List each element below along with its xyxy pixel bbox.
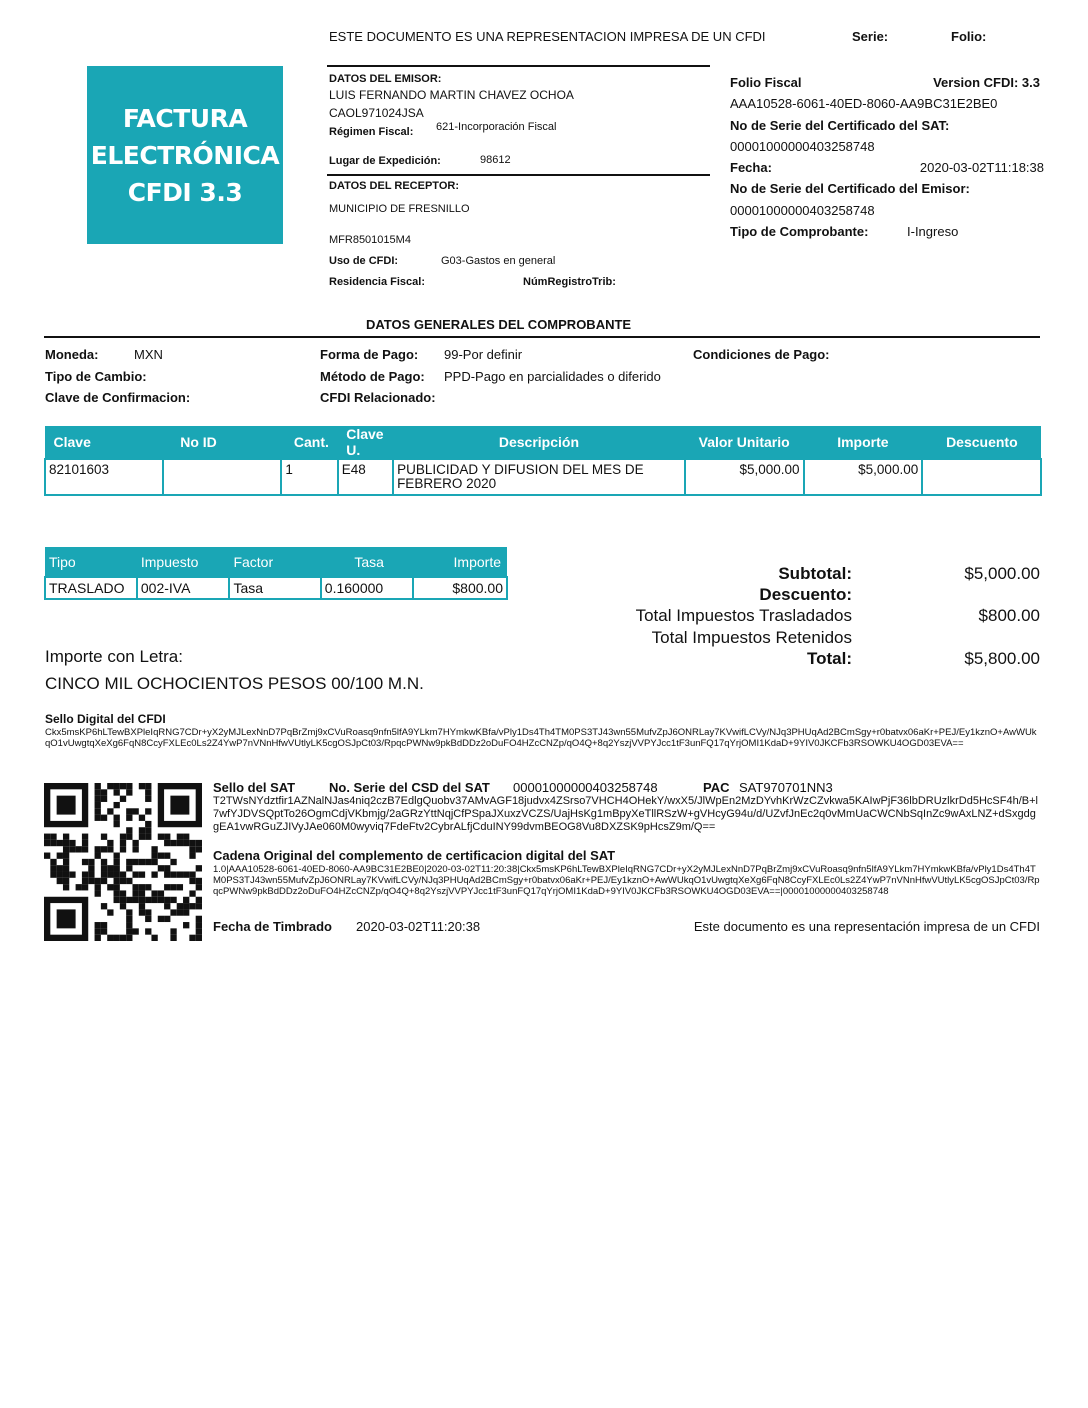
factura-logo	[87, 66, 283, 244]
tipo-comprobante-label: Tipo de Comprobante:	[730, 224, 869, 239]
tax-header-tasa: Tasa	[321, 547, 414, 577]
condiciones-pago-label: Condiciones de Pago:	[693, 347, 830, 362]
fecha-label: Fecha:	[730, 160, 772, 175]
document-banner: ESTE DOCUMENTO ES UNA REPRESENTACION IMPRESA DE UN CFDI	[329, 29, 766, 44]
retenidos-label: Total Impuestos Retenidos	[651, 628, 852, 647]
total-label: Total:	[806, 649, 852, 668]
emisor-name: LUIS FERNANDO MARTIN CHAVEZ OCHOA	[329, 88, 574, 102]
clave-confirmacion-label: Clave de Confirmacion:	[45, 390, 191, 405]
regimen-value: 621-Incorporación Fiscal	[436, 121, 557, 133]
pac-label: PAC	[703, 780, 730, 795]
version-cfdi-label: Version CFDI: 3.3	[933, 75, 1040, 90]
col-header-cant: Cant.	[281, 426, 337, 459]
trasladados-label: Total Impuestos Trasladados	[635, 606, 852, 625]
qr-code	[44, 783, 202, 941]
cfdi-relacionado-label: CFDI Relacionado:	[320, 390, 436, 405]
tax-header-tipo: Tipo	[45, 547, 137, 577]
tax-header-factor: Factor	[229, 547, 320, 577]
cert-emisor-label: No de Serie del Certificado del Emisor:	[730, 181, 970, 196]
total-value: $5,800.00	[964, 649, 1040, 668]
col-header-clave: Clave	[45, 426, 163, 459]
importe-letra-value: CINCO MIL OCHOCIENTOS PESOS 00/100 M.N.	[45, 674, 424, 693]
items-header-row	[45, 426, 1041, 459]
receptor-name: MUNICIPIO DE FRESNILLO	[329, 203, 470, 215]
col-header-descuento: Descuento	[922, 426, 1041, 459]
footer-note: Este documento es una representación impresa de un CFDI	[693, 919, 1040, 934]
col-header-clave-unidad: Clave U.	[338, 426, 393, 459]
tax-cell-impuesto: 002-IVA	[137, 577, 230, 599]
fecha-timbrado-value: 2020-03-02T11:20:38	[356, 919, 481, 934]
sello-sat-value: T2TWsNYdztfir1AZNalNJas4niq2czB7EdlgQuobv37AMvAGF18judvx4ZSrso7VHCH4OHekY/wxX5/JlWpEn2MzDYvhKrWzCZvkwa5KAIwPjF36lbDRUzlkrDd5HcSF4h/B+l7wfYJDVSQptTo26OgmCdjVKbmjg/2aGRzYttNqjCfPSpaJXuxzVCZS/UajHsKg1mBpyXeTllRSzW+gVHcyG94u/d/UZvfJnEc2q0vMmUaCWCNbSqInZc9wAxLNZ+dSxgdggEA1vwRGuZJIVyJAe060M0wyviq7FdeFtv2CybrALfjCduINY99dvmBEOG8Vu8DXZSK9pHcsZ9m/Q==	[213, 795, 1038, 833]
cert-emisor-value: 00001000000403258748	[730, 203, 875, 218]
tax-cell-tipo: TRASLADO	[45, 577, 137, 599]
taxes-header-row	[45, 547, 507, 577]
tipo-cambio-label: Tipo de Cambio:	[45, 369, 147, 384]
sello-sat-label: Sello del SAT	[213, 780, 296, 795]
uso-cfdi-value: G03-Gastos en general	[441, 255, 556, 267]
col-header-noid: No ID	[163, 426, 282, 459]
importe-letra-label: Importe con Letra:	[45, 647, 183, 666]
cert-sat-label: No de Serie del Certificado del SAT:	[730, 118, 950, 133]
cell-clave: 82101603	[45, 459, 163, 495]
lugar-value: 98612	[480, 154, 511, 166]
logo-line-3: CFDI 3.3	[127, 177, 243, 207]
cadena-original-label: Cadena Original del complemento de certificacion digital del SAT	[213, 848, 616, 863]
residencia-label: Residencia Fiscal:	[329, 276, 425, 288]
tipo-comprobante-value: I-Ingreso	[907, 224, 959, 239]
taxes-table	[44, 547, 508, 600]
sello-cfdi-value: Ckx5msKP6hLTewBXPleIqRNG7CDr+yX2yMJLexNnD7PqBrZmj9xCVuRoasq9nfn5lfA9YLkm7HYmkwKBfa/vPly1Ds4Th4TM0PS3TJ43wn55MufvZpJ6ONRLay7KVwifLCVy/NJq3PHUqAd2BCmSgy+r0batvx06aKr+PEJ/Ey1kznO+AwWUkqO1vUwgtqXeXg6FqN8CcyFXLEc0Ls2Z4YwP7nVNnHfwVUtlyLK5cgOSJpCt03/RpqcPWNw9pkBdDDz2oDuFO4HZcCNZp/qO4Q+8q2YszjVVPYJcc1tF3unFQ17qYrjOMI1KdaD+9YIV0JKCFb3RSOWKU4OGD03EVA==	[45, 727, 1037, 749]
logo-line-2: ELECTRÓNICA	[90, 140, 280, 170]
serie-label: Serie:	[852, 29, 889, 44]
items-table	[44, 426, 1042, 496]
receptor-title: DATOS DEL RECEPTOR:	[329, 180, 459, 192]
cell-cant: 1	[281, 459, 337, 495]
cell-descripcion: PUBLICIDAD Y DIFUSION DEL MES DE FEBRERO 2020	[393, 459, 685, 495]
col-header-valor-unitario: Valor Unitario	[685, 426, 804, 459]
fecha-timbrado-label: Fecha de Timbrado	[213, 919, 332, 934]
cell-noid	[163, 459, 282, 495]
subtotal-label: Subtotal:	[778, 564, 852, 583]
cadena-original-value: 1.0|AAA10528-6061-40ED-8060-AA9BC31E2BE0|2020-03-02T11:20:38|Ckx5msKP6hLTewBXPleIqRNG7CDr+yX2yMJLexNnD7PqBrZmj9xCVuRoasq9nfn5lfA9YLkm7HYmkwKBfa/vPly1Ds4Th4TM0PS3TJ43wn55MufvZpJ6ONRLay7KVwifLCVy/NJq3PHUqAd2BCmSgy+r0batvx06aKr+PEJ/Ey1kznO+AwWUkqO1vUwgtqXeXg6FqN8CcyFXLEc0Ls2Z4YwP7nVNnHfwVUtlyLK5cgOSJpCt03/RpqcPWNw9pkBdDDz2oDuFO4HZcCNZp/qO4Q+8q2YszjVVPYJcc1tF3unFQ17qYrjOMI1KdaD+9YIV0JKCFb3RSOWKU4OGD03EVA==|00001000000403258748	[213, 864, 1040, 897]
cell-importe: $5,000.00	[804, 459, 923, 495]
forma-pago-value: 99-Por definir	[444, 347, 523, 362]
emisor-title: DATOS DEL EMISOR:	[329, 73, 442, 85]
generales-rule	[44, 336, 1040, 338]
cell-descuento	[922, 459, 1041, 495]
tax-cell-importe: $800.00	[413, 577, 507, 599]
regimen-label: Régimen Fiscal:	[329, 126, 414, 138]
emisor-rfc: CAOL971024JSA	[329, 106, 424, 120]
csd-sat-value: 00001000000403258748	[513, 780, 658, 795]
folio-fiscal-value: AAA10528-6061-40ED-8060-AA9BC31E2BE0	[730, 96, 998, 111]
uso-cfdi-label: Uso de CFDI:	[329, 255, 399, 267]
tax-cell-tasa: 0.160000	[321, 577, 414, 599]
cell-valor-unitario: $5,000.00	[685, 459, 804, 495]
emisor-top-rule	[327, 65, 710, 67]
cert-sat-value: 00001000000403258748	[730, 139, 875, 154]
moneda-label: Moneda:	[45, 347, 99, 362]
pac-value: SAT970701NN3	[739, 780, 833, 795]
tax-cell-factor: Tasa	[229, 577, 320, 599]
metodo-pago-label: Método de Pago:	[320, 369, 425, 384]
trasladados-value: $800.00	[978, 606, 1040, 625]
descuento-label: Descuento:	[759, 585, 852, 604]
subtotal-value: $5,000.00	[964, 564, 1040, 583]
receptor-rfc: MFR8501015M4	[329, 234, 411, 246]
folio-label: Folio:	[951, 29, 987, 44]
emisor-bottom-rule	[327, 174, 710, 176]
cell-clave-unidad: E48	[338, 459, 393, 495]
lugar-label: Lugar de Expedición:	[329, 155, 441, 167]
col-header-importe: Importe	[804, 426, 923, 459]
tax-header-importe: Importe	[413, 547, 507, 577]
table-row	[45, 459, 1041, 495]
fecha-value: 2020-03-02T11:18:38	[919, 160, 1044, 175]
sello-cfdi-label: Sello Digital del CFDI	[45, 712, 166, 726]
generales-title: DATOS GENERALES DEL COMPROBANTE	[366, 317, 632, 332]
metodo-pago-value: PPD-Pago en parcialidades o diferido	[444, 369, 661, 384]
numregistro-label: NúmRegistroTrib:	[523, 276, 616, 288]
csd-sat-label: No. Serie del CSD del SAT	[329, 780, 490, 795]
folio-fiscal-label: Folio Fiscal	[730, 75, 802, 90]
forma-pago-label: Forma de Pago:	[320, 347, 419, 362]
col-header-descripcion: Descripción	[393, 426, 685, 459]
moneda-value: MXN	[134, 347, 163, 362]
tax-header-impuesto: Impuesto	[137, 547, 230, 577]
table-row	[45, 577, 507, 599]
logo-line-1: FACTURA	[122, 103, 248, 133]
